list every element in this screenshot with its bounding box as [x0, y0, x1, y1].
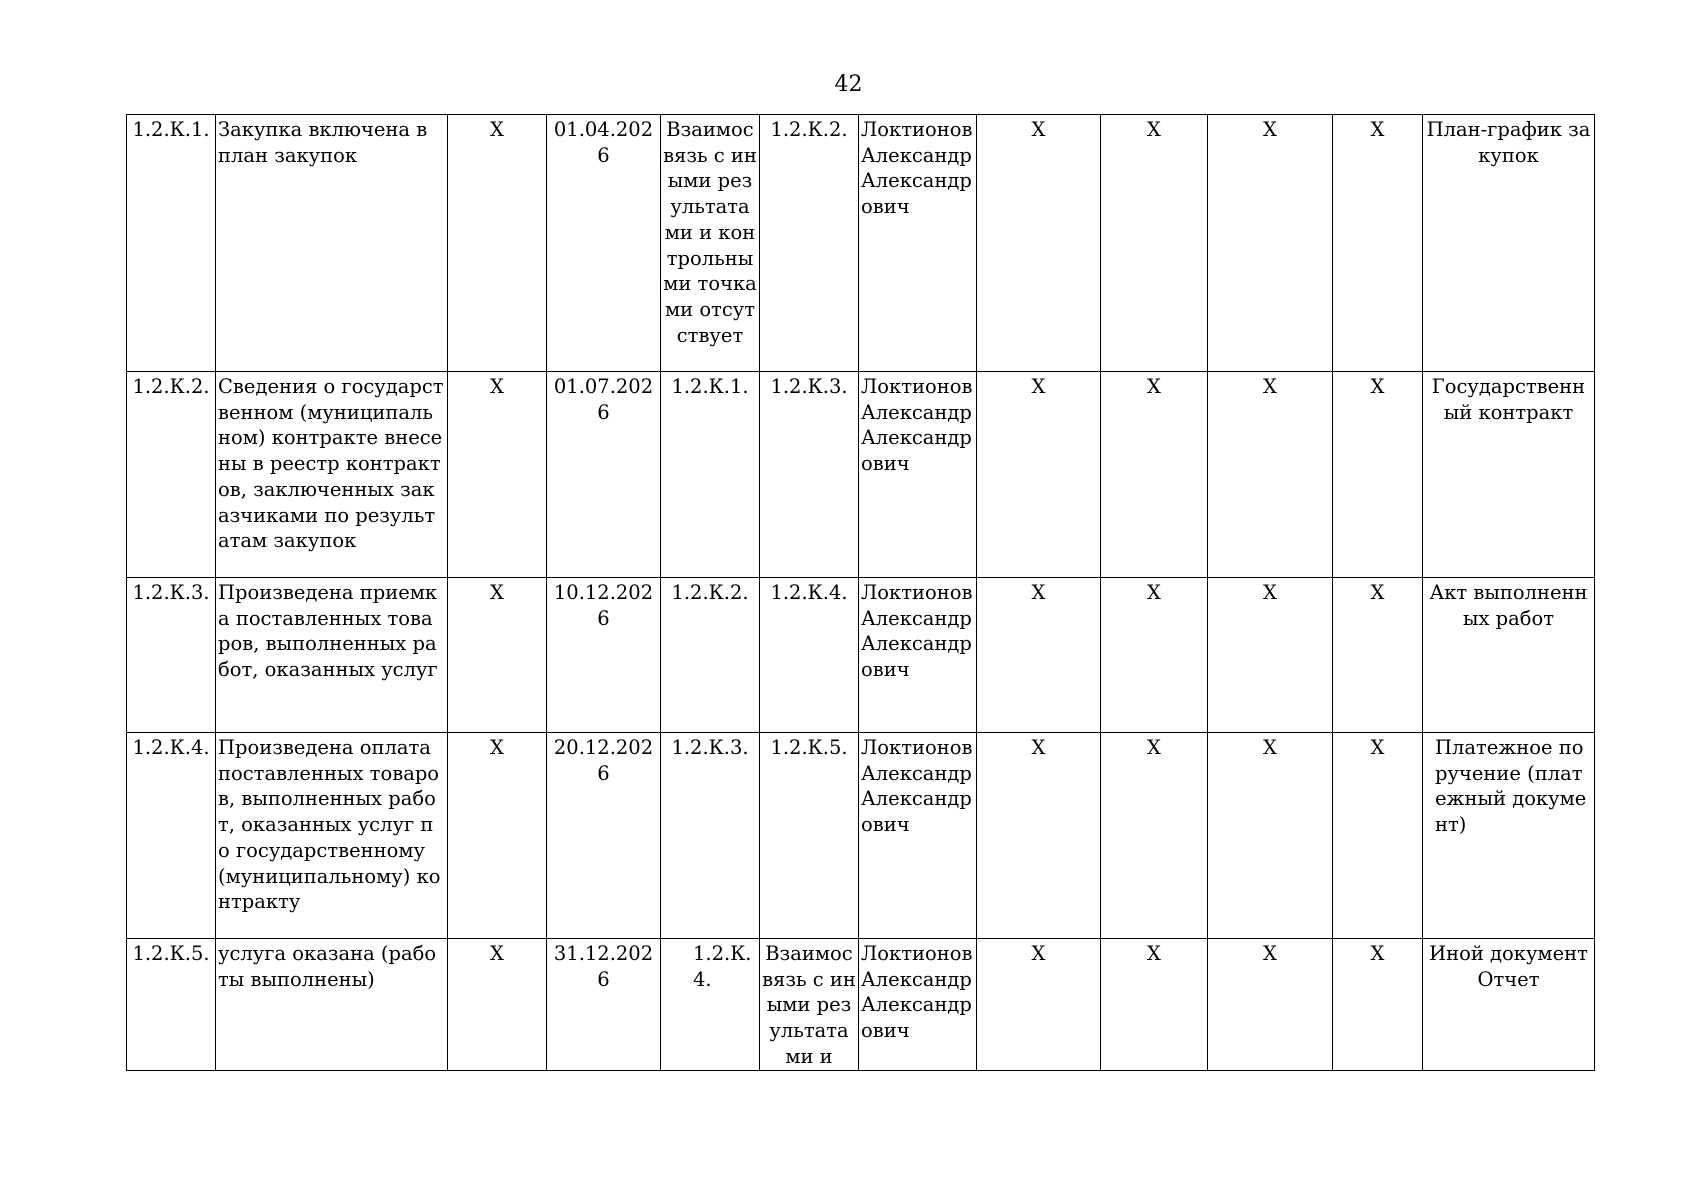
- x-mark: X: [977, 115, 1101, 372]
- x-mark: X: [1208, 578, 1333, 733]
- due-date: 01.04.2026: [547, 115, 661, 372]
- supporting-document: Платежное поручение (платежный документ): [1423, 733, 1595, 939]
- predecessor: 1.2.К.4.: [661, 939, 760, 1071]
- x-mark: X: [1208, 939, 1333, 1071]
- control-point-name: Сведения о государственном (муниципальном) контракте внесены в реестр контрактов, заключенных заказчиками по результатам закупок: [216, 372, 448, 578]
- due-date: 10.12.2026: [547, 578, 661, 733]
- responsible-person: Локтионов Александр Александрович: [859, 115, 977, 372]
- successor: 1.2.К.3.: [760, 372, 859, 578]
- x-mark: X: [977, 578, 1101, 733]
- predecessor: Взаимосвязь с иными результатами и контрольными точками отсутствует: [661, 115, 760, 372]
- x-mark: X: [1101, 372, 1208, 578]
- table-row: [127, 578, 1595, 733]
- x-mark: X: [1101, 939, 1208, 1071]
- table-row: [127, 733, 1595, 939]
- x-mark: X: [1333, 733, 1423, 939]
- supporting-document: Акт выполненных работ: [1423, 578, 1595, 733]
- x-mark: X: [1208, 733, 1333, 939]
- predecessor: 1.2.К.1.: [661, 372, 760, 578]
- predecessor: 1.2.К.3.: [661, 733, 760, 939]
- control-point-name: Закупка включена в план закупок: [216, 115, 448, 372]
- x-mark: X: [448, 939, 547, 1071]
- x-mark: X: [977, 939, 1101, 1071]
- control-point-name: услуга оказана (работы выполнены): [216, 939, 448, 1071]
- x-mark: X: [977, 733, 1101, 939]
- x-mark: X: [1208, 372, 1333, 578]
- x-mark: X: [448, 578, 547, 733]
- x-mark: X: [1333, 578, 1423, 733]
- successor: 1.2.К.5.: [760, 733, 859, 939]
- successor: 1.2.К.4.: [760, 578, 859, 733]
- x-mark: X: [448, 733, 547, 939]
- due-date: 31.12.2026: [547, 939, 661, 1071]
- due-date: 20.12.2026: [547, 733, 661, 939]
- control-point-name: Произведена оплата поставленных товаров, выполненных работ, оказанных услуг по государственному (муниципальному) контракту: [216, 733, 448, 939]
- predecessor: 1.2.К.2.: [661, 578, 760, 733]
- table-row: [127, 939, 1595, 1071]
- control-point-code: 1.2.К.4.: [127, 733, 216, 939]
- successor: Взаимосвязь с иными результатами и: [760, 939, 859, 1071]
- x-mark: X: [1333, 939, 1423, 1071]
- supporting-document: Иной документ Отчет: [1423, 939, 1595, 1071]
- x-mark: X: [448, 115, 547, 372]
- table-row: [127, 372, 1595, 578]
- successor: 1.2.К.2.: [760, 115, 859, 372]
- page-number: 42: [834, 72, 863, 97]
- control-point-code: 1.2.К.3.: [127, 578, 216, 733]
- responsible-person: Локтионов Александр Александрович: [859, 939, 977, 1071]
- control-point-code: 1.2.К.2.: [127, 372, 216, 578]
- control-point-code: 1.2.К.5.: [127, 939, 216, 1071]
- responsible-person: Локтионов Александр Александрович: [859, 578, 977, 733]
- x-mark: X: [1101, 115, 1208, 372]
- x-mark: X: [1101, 733, 1208, 939]
- responsible-person: Локтионов Александр Александрович: [859, 733, 977, 939]
- table-row: [127, 115, 1595, 372]
- control-points-table: [126, 114, 1595, 1071]
- x-mark: X: [1208, 115, 1333, 372]
- control-point-code: 1.2.К.1.: [127, 115, 216, 372]
- x-mark: X: [1101, 578, 1208, 733]
- x-mark: X: [977, 372, 1101, 578]
- due-date: 01.07.2026: [547, 372, 661, 578]
- control-point-name: Произведена приемка поставленных товаров, выполненных работ, оказанных услуг: [216, 578, 448, 733]
- x-mark: X: [1333, 115, 1423, 372]
- x-mark: X: [1333, 372, 1423, 578]
- responsible-person: Локтионов Александр Александрович: [859, 372, 977, 578]
- x-mark: X: [448, 372, 547, 578]
- supporting-document: План-график закупок: [1423, 115, 1595, 372]
- supporting-document: Государственный контракт: [1423, 372, 1595, 578]
